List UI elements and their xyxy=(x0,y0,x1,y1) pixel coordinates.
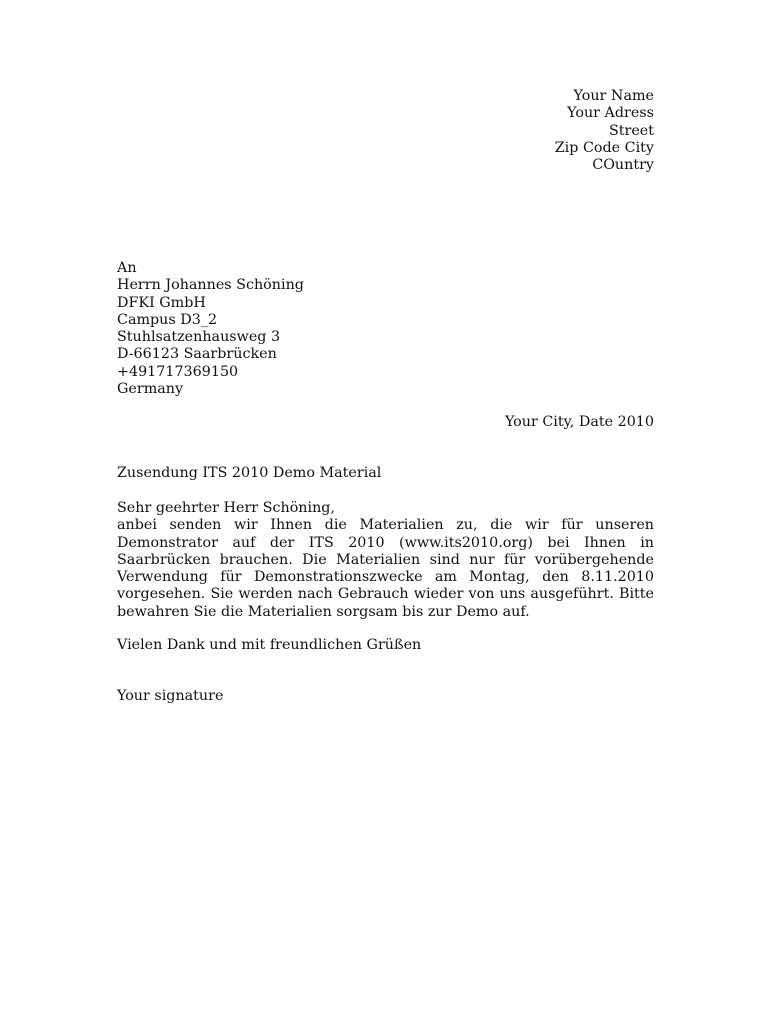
sender-address: Your Adress xyxy=(567,105,654,122)
recipient-street: Stuhlsatzenhausweg 3 xyxy=(117,329,281,346)
signature-line: Your signature xyxy=(117,688,224,704)
letter-subject: Zusendung ITS 2010 Demo Material xyxy=(117,465,382,481)
sender-country: COuntry xyxy=(592,157,654,174)
sender-zip-city: Zip Code City xyxy=(554,139,654,156)
recipient-country: Germany xyxy=(117,381,184,398)
letter-body xyxy=(117,500,654,621)
recipient-company: DFKI GmbH xyxy=(117,294,206,311)
recipient-prefix: An xyxy=(117,260,137,276)
recipient-name: Herrn Johannes Schöning xyxy=(117,277,304,294)
recipient-campus: Campus D3_2 xyxy=(117,311,218,328)
recipient-zip-city: D-66123 Saarbrücken xyxy=(117,346,277,363)
salutation: Sehr geehrter Herr Schöning, xyxy=(117,500,335,516)
recipient-address-block xyxy=(117,260,304,398)
sender-street: Street xyxy=(608,122,654,139)
recipient-phone: +491717369150 xyxy=(117,363,239,380)
body-paragraph: anbei senden wir Ihnen die Materialien zu, die wir für unseren Demonstrator auf der ITS 2010 (www.its2010.org) bei Ihnen in Saarbrücken brauchen. Die Materialien sind nur für vorübergehende Verwendung für Demonstrationszwecke am Montag, den 8.11.2010 vorgesehen. Sie werden nach Gebrauch wieder von uns ausgeführt. Bitte bewahren Sie die Materialien sorgsam bis zur Demo auf. xyxy=(117,517,654,620)
place-date-line: Your City, Date 2010 xyxy=(504,414,654,430)
sender-name: Your Name xyxy=(573,88,654,104)
closing-line: Vielen Dank und mit freundlichen Grüßen xyxy=(117,637,422,653)
sender-address-block xyxy=(555,88,654,174)
